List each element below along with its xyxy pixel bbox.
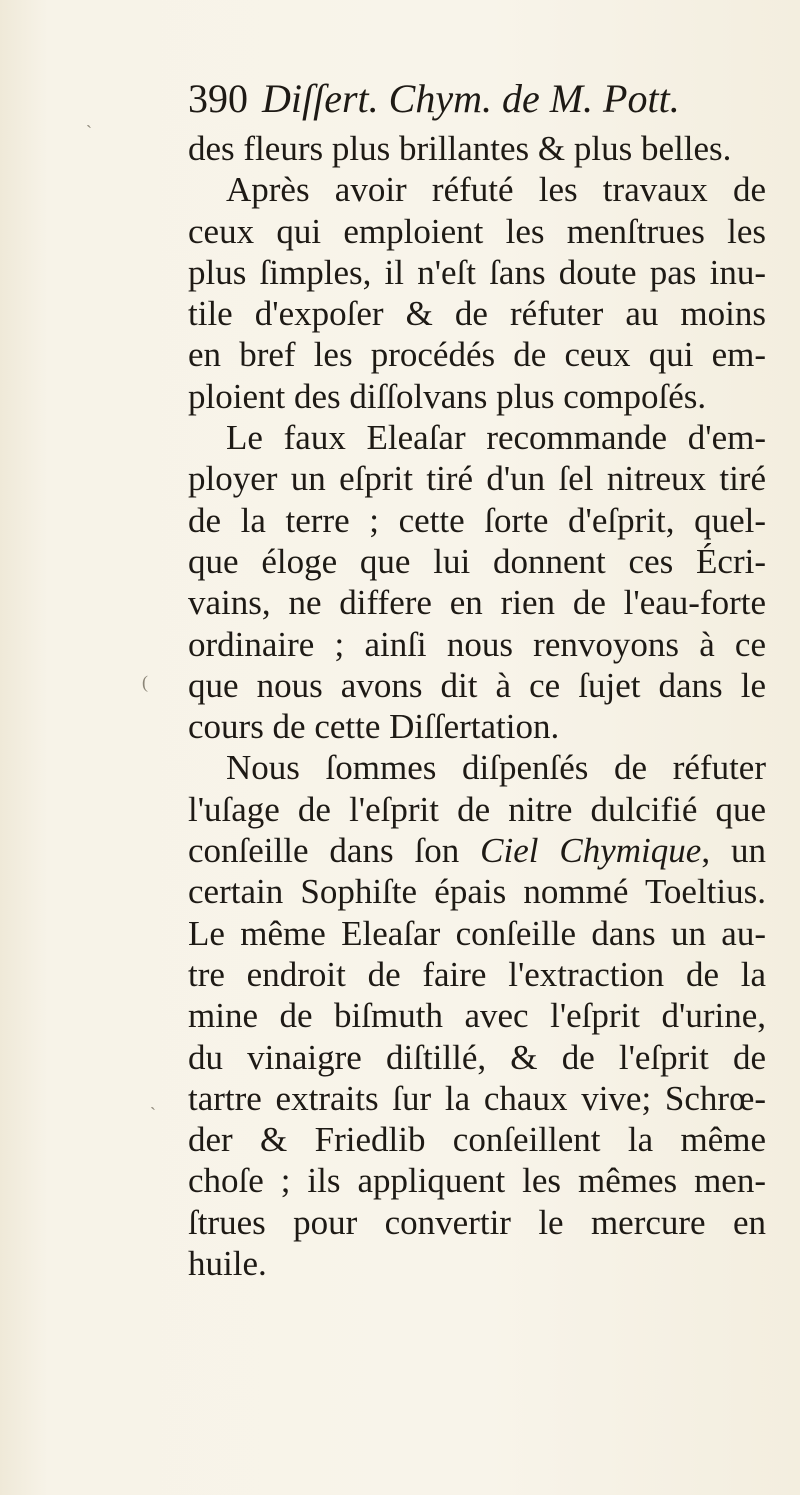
text-line: de la terre ; cette ſorte d'eſprit, quel- [188, 500, 766, 540]
text-line: cours de cette Diſſertation. [188, 707, 560, 747]
text-line [188, 830, 766, 871]
text-line: huile. [188, 1244, 267, 1284]
text-line: certain Sophiſte épais nommé Toeltius. [188, 872, 766, 912]
page-number: 390 [188, 76, 248, 121]
text-line: tre endroit de faire l'extraction de la [188, 954, 766, 994]
text-line: que nous avons dit à ce ſujet dans le [188, 665, 766, 705]
text-line: en bref les procédés de ceux qui em- [188, 335, 766, 375]
text-line: que éloge que lui donnent ces Écri- [188, 541, 766, 581]
text-line: plus ſimples, il n'eſt ſans doute pas inu- [188, 252, 766, 292]
text-line: choſe ; ils appliquent les mêmes men- [188, 1161, 766, 1201]
text-line: Le faux Eleaſar recommande d'em- [226, 418, 766, 458]
text-line: der & Friedlib conſeillent la même [188, 1120, 766, 1160]
margin-mark: ( [142, 672, 148, 692]
text-line: Le même Eleaſar conſeille dans un au- [188, 913, 766, 953]
text-line: Nous ſommes diſpenſés de réfuter [226, 748, 766, 788]
page-header [188, 70, 778, 128]
text-line: ordinaire ; ainſi nous renvoyons à ce [188, 624, 766, 664]
text-line: mine de biſmuth avec l'eſprit d'urine, [188, 996, 766, 1036]
text-line: ceux qui emploient les menſtrues les [188, 211, 766, 251]
text-line: ployer un eſprit tiré d'un ſel nitreux tiré [188, 459, 766, 499]
margin-mark: ˏ [150, 1090, 156, 1110]
text-segment: conſeille dans ſon [188, 831, 481, 871]
running-title: Diſſert. Chym. de M. Pott. [262, 76, 680, 121]
text-line: l'uſage de l'eſprit de nitre dulcifié que [188, 789, 766, 829]
text-line: Après avoir réfuté les travaux de [226, 170, 766, 210]
text-line: des fleurs plus brillantes & plus belles. [188, 129, 732, 168]
text-line: tile d'expoſer & de réfuter au moins [188, 294, 766, 334]
text-line: du vinaigre diſtillé, & de l'eſprit de [188, 1037, 766, 1077]
text-segment: , un [701, 831, 766, 871]
text-line: ſtrues pour convertir le mercure en [188, 1202, 766, 1242]
body-text [188, 128, 766, 1284]
italic-title: Ciel Chymique [480, 831, 702, 871]
text-line: vains, ne differe en rien de l'eau-forte [188, 583, 766, 623]
text-line: tartre extraits ſur la chaux vive; Schrœ- [188, 1078, 766, 1118]
margin-mark: ˏ [86, 108, 92, 128]
text-line: ploient des diſſolvans plus compoſés. [188, 376, 707, 416]
